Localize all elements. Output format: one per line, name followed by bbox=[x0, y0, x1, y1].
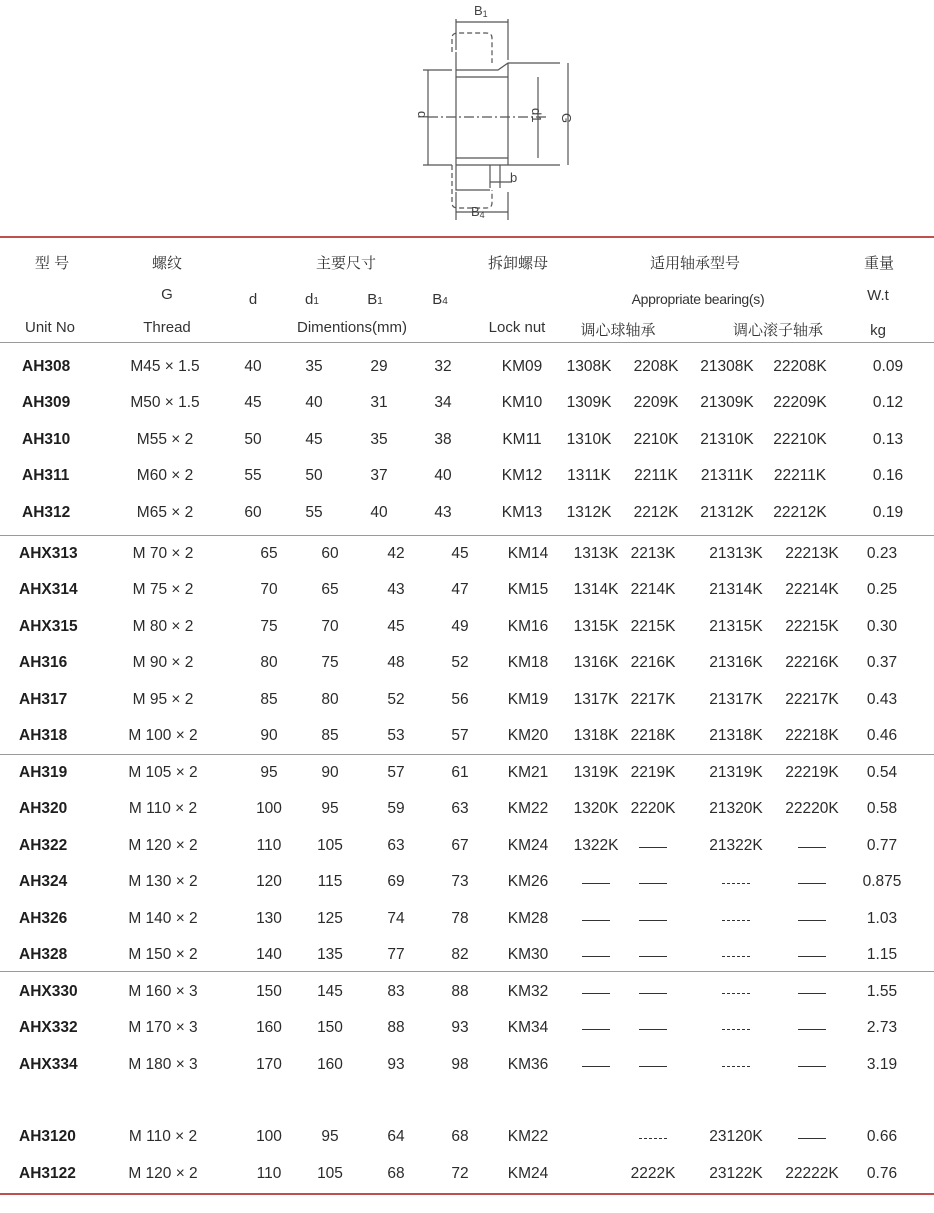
cell-b4: 63 bbox=[451, 800, 469, 817]
cell-nut: KM16 bbox=[507, 618, 549, 635]
cell-b-b: 2213K bbox=[630, 545, 676, 562]
cell-b4: 78 bbox=[451, 910, 469, 927]
cell-b-d: 22217K bbox=[785, 691, 839, 708]
empty-dash bbox=[582, 1066, 610, 1067]
unit-no: AH328 bbox=[19, 946, 68, 963]
cell-b1: 37 bbox=[370, 467, 388, 484]
label-b1: B1 bbox=[474, 3, 488, 19]
empty-dash bbox=[798, 920, 826, 921]
hdr-wt: W.t bbox=[867, 287, 889, 304]
cell-b-c: 21313K bbox=[709, 545, 763, 562]
cell-d1: 35 bbox=[305, 358, 323, 375]
cell-b4: 43 bbox=[434, 504, 452, 521]
cell-d: 45 bbox=[244, 394, 262, 411]
cell-nut: KM13 bbox=[501, 504, 543, 521]
cell-d1: 60 bbox=[321, 545, 339, 562]
cell-b1: 42 bbox=[387, 545, 405, 562]
cell-b-a: 1312K bbox=[566, 504, 612, 521]
cell-d: 50 bbox=[244, 431, 262, 448]
cell-b-a: 1322K bbox=[573, 837, 619, 854]
empty-dash bbox=[582, 920, 610, 921]
hdr-weight-cn: 重量 bbox=[863, 255, 895, 272]
cell-b4: 49 bbox=[451, 618, 469, 635]
cell-b-c: 21315K bbox=[709, 618, 763, 635]
cell-wt: 0.30 bbox=[866, 618, 898, 635]
cell-b-b: 2217K bbox=[630, 691, 676, 708]
unit-no: AHX313 bbox=[19, 545, 78, 562]
cell-thread: M65 × 2 bbox=[136, 504, 194, 521]
cell-b1: 43 bbox=[387, 581, 405, 598]
cell-b1: 35 bbox=[370, 431, 388, 448]
empty-dash bbox=[639, 920, 667, 921]
empty-dash bbox=[798, 1066, 826, 1067]
header-bottom-rule bbox=[0, 342, 934, 343]
cell-b-d: 22218K bbox=[785, 727, 839, 744]
cell-thread: M 130 × 2 bbox=[128, 873, 198, 890]
cell-d: 120 bbox=[256, 873, 282, 890]
cell-wt: 0.09 bbox=[872, 358, 904, 375]
cell-b1: 64 bbox=[387, 1128, 405, 1145]
cell-b-b: 2214K bbox=[630, 581, 676, 598]
cell-d1: 125 bbox=[317, 910, 343, 927]
cell-b-c: 23120K bbox=[709, 1128, 763, 1145]
cell-b-c: 21320K bbox=[709, 800, 763, 817]
cell-b1: 52 bbox=[387, 691, 405, 708]
cell-wt: 3.19 bbox=[866, 1056, 898, 1073]
cell-d1: 145 bbox=[317, 983, 343, 1000]
hdr-g: G bbox=[161, 286, 173, 303]
empty-dash bbox=[639, 1066, 667, 1067]
cell-b4: 47 bbox=[451, 581, 469, 598]
cell-b4: 93 bbox=[451, 1019, 469, 1036]
cell-b-b: 2212K bbox=[633, 504, 679, 521]
hdr-dimentions: Dimentions(mm) bbox=[296, 319, 408, 336]
unit-no: AHX314 bbox=[19, 581, 78, 598]
cell-nut: KM14 bbox=[507, 545, 549, 562]
cell-d1: 45 bbox=[305, 431, 323, 448]
empty-dash bbox=[582, 1029, 610, 1030]
cell-b-d: 22214K bbox=[785, 581, 839, 598]
cell-b4: 73 bbox=[451, 873, 469, 890]
cell-b-c: 23122K bbox=[709, 1165, 763, 1182]
empty-dash bbox=[722, 993, 750, 994]
cell-b-b: 2208K bbox=[633, 358, 679, 375]
empty-dash bbox=[798, 883, 826, 884]
empty-dash bbox=[798, 956, 826, 957]
cell-b-c: 21316K bbox=[709, 654, 763, 671]
cell-b-b: 2216K bbox=[630, 654, 676, 671]
cell-thread: M 80 × 2 bbox=[132, 618, 194, 635]
cell-d1: 65 bbox=[321, 581, 339, 598]
cell-thread: M 170 × 3 bbox=[128, 1019, 198, 1036]
cell-d: 150 bbox=[256, 983, 282, 1000]
cell-b1: 31 bbox=[370, 394, 388, 411]
cell-b1: 29 bbox=[370, 358, 388, 375]
cell-d1: 150 bbox=[317, 1019, 343, 1036]
empty-dash bbox=[582, 956, 610, 957]
cell-d: 95 bbox=[260, 764, 278, 781]
cell-d1: 40 bbox=[305, 394, 323, 411]
cell-wt: 0.54 bbox=[866, 764, 898, 781]
cell-b-c: 21308K bbox=[700, 358, 754, 375]
cell-wt: 0.77 bbox=[866, 837, 898, 854]
cell-b-d: 22215K bbox=[785, 618, 839, 635]
cell-wt: 0.37 bbox=[866, 654, 898, 671]
cell-thread: M 110 × 2 bbox=[128, 800, 198, 817]
cell-thread: M 120 × 2 bbox=[128, 837, 198, 854]
hdr-main-dims: 主要尺寸 bbox=[315, 255, 377, 272]
cell-b1: 63 bbox=[387, 837, 405, 854]
cell-d1: 50 bbox=[305, 467, 323, 484]
cell-nut: KM20 bbox=[507, 727, 549, 744]
empty-dash bbox=[639, 993, 667, 994]
cell-b4: 98 bbox=[451, 1056, 469, 1073]
cell-b-d: 22208K bbox=[773, 358, 827, 375]
cell-d: 70 bbox=[260, 581, 278, 598]
cell-b4: 68 bbox=[451, 1128, 469, 1145]
cell-thread: M45 × 1.5 bbox=[130, 358, 200, 375]
hdr-bearing-cn: 适用轴承型号 bbox=[649, 255, 741, 272]
cell-b4: 45 bbox=[451, 545, 469, 562]
cell-d1: 135 bbox=[317, 946, 343, 963]
cell-b-b: 2211K bbox=[634, 467, 678, 484]
cell-d1: 95 bbox=[321, 1128, 339, 1145]
cell-d: 100 bbox=[256, 800, 282, 817]
cell-d: 85 bbox=[260, 691, 278, 708]
cell-b-d: 22220K bbox=[785, 800, 839, 817]
cell-nut: KM26 bbox=[507, 873, 549, 890]
cell-d: 55 bbox=[244, 467, 262, 484]
cell-b1: 59 bbox=[387, 800, 405, 817]
cell-b-a: 1317K bbox=[573, 691, 619, 708]
cell-b-b: 2218K bbox=[630, 727, 676, 744]
cell-thread: M60 × 2 bbox=[136, 467, 194, 484]
cell-wt: 0.58 bbox=[866, 800, 898, 817]
cell-wt: 0.76 bbox=[866, 1165, 898, 1182]
empty-dash bbox=[639, 847, 667, 848]
cell-b-d: 22209K bbox=[773, 394, 827, 411]
unit-no: AH3122 bbox=[19, 1165, 76, 1182]
cell-b-b: 2210K bbox=[633, 431, 679, 448]
group-rule bbox=[0, 754, 934, 755]
cell-b-d: 22222K bbox=[785, 1165, 839, 1182]
cell-b-d: 22219K bbox=[785, 764, 839, 781]
cell-d: 130 bbox=[256, 910, 282, 927]
label-b: b bbox=[510, 170, 518, 185]
unit-no: AH324 bbox=[19, 873, 68, 890]
cell-b4: 40 bbox=[434, 467, 452, 484]
cell-thread: M 120 × 2 bbox=[128, 1165, 198, 1182]
label-b4: B4 bbox=[471, 204, 485, 220]
empty-dash bbox=[722, 920, 750, 921]
cell-b1: 83 bbox=[387, 983, 405, 1000]
empty-dash bbox=[798, 993, 826, 994]
cell-wt: 0.46 bbox=[866, 727, 898, 744]
cell-b-c: 21314K bbox=[709, 581, 763, 598]
cell-d1: 90 bbox=[321, 764, 339, 781]
cell-b-a: 1320K bbox=[573, 800, 619, 817]
cell-nut: KM10 bbox=[501, 394, 543, 411]
cell-thread: M 140 × 2 bbox=[128, 910, 198, 927]
cell-b-d: 22213K bbox=[785, 545, 839, 562]
label-g: G bbox=[559, 113, 574, 124]
cell-thread: M 180 × 3 bbox=[128, 1056, 198, 1073]
cell-b4: 34 bbox=[434, 394, 452, 411]
empty-dash bbox=[639, 883, 667, 884]
cell-b-b: 2215K bbox=[630, 618, 676, 635]
cell-thread: M 70 × 2 bbox=[132, 545, 194, 562]
cell-wt: 2.73 bbox=[866, 1019, 898, 1036]
unit-no: AH317 bbox=[19, 691, 68, 708]
cell-b-b: 2220K bbox=[630, 800, 676, 817]
cell-nut: KM19 bbox=[507, 691, 549, 708]
cell-d: 80 bbox=[260, 654, 278, 671]
hdr-thread-cn: 螺纹 bbox=[151, 255, 183, 272]
cell-b-a: 1314K bbox=[573, 581, 619, 598]
cell-thread: M55 × 2 bbox=[136, 431, 194, 448]
label-d1: d1 bbox=[529, 108, 544, 123]
empty-dash bbox=[582, 993, 610, 994]
cell-b-b: 2222K bbox=[630, 1165, 676, 1182]
unit-no: AH316 bbox=[19, 654, 68, 671]
cell-b-a: 1308K bbox=[566, 358, 612, 375]
group-rule bbox=[0, 1193, 934, 1195]
cell-wt: 0.19 bbox=[872, 504, 904, 521]
hdr-d1: d1 bbox=[305, 291, 319, 308]
cell-b-d: 22216K bbox=[785, 654, 839, 671]
cell-wt: 1.15 bbox=[866, 946, 898, 963]
cell-d: 140 bbox=[256, 946, 282, 963]
cell-thread: M 150 × 2 bbox=[128, 946, 198, 963]
cell-nut: KM28 bbox=[507, 910, 549, 927]
hdr-thread-en: Thread bbox=[143, 319, 191, 336]
cell-d: 75 bbox=[260, 618, 278, 635]
unit-no: AH320 bbox=[19, 800, 68, 817]
unit-no: AH309 bbox=[22, 394, 71, 411]
cell-b-a: 1319K bbox=[573, 764, 619, 781]
cell-b-a: 1313K bbox=[573, 545, 619, 562]
cell-nut: KM34 bbox=[507, 1019, 549, 1036]
cell-b1: 45 bbox=[387, 618, 405, 635]
cell-d1: 55 bbox=[305, 504, 323, 521]
cell-b4: 61 bbox=[451, 764, 469, 781]
empty-dash bbox=[722, 1029, 750, 1030]
unit-no: AH312 bbox=[22, 504, 71, 521]
group-rule bbox=[0, 535, 934, 536]
cell-thread: M 95 × 2 bbox=[132, 691, 194, 708]
empty-dash bbox=[722, 1066, 750, 1067]
empty-dash bbox=[582, 883, 610, 884]
cell-d1: 115 bbox=[317, 873, 343, 890]
cell-thread: M 160 × 3 bbox=[128, 983, 198, 1000]
cell-nut: KM09 bbox=[501, 358, 543, 375]
hdr-lock-nut: Lock nut bbox=[488, 319, 546, 336]
empty-dash bbox=[798, 1029, 826, 1030]
cell-b1: 74 bbox=[387, 910, 405, 927]
hdr-ball-bearing: 调心球轴承 bbox=[580, 322, 656, 339]
cell-b4: 82 bbox=[451, 946, 469, 963]
cell-wt: 0.66 bbox=[866, 1128, 898, 1145]
unit-no: AH319 bbox=[19, 764, 68, 781]
cell-wt: 0.12 bbox=[872, 394, 904, 411]
hdr-appropriate: Appropriate bearing(s) bbox=[631, 291, 765, 307]
cell-d1: 105 bbox=[317, 837, 343, 854]
empty-dash bbox=[639, 1138, 667, 1139]
cell-b1: 88 bbox=[387, 1019, 405, 1036]
cell-nut: KM30 bbox=[507, 946, 549, 963]
cell-nut: KM15 bbox=[507, 581, 549, 598]
cell-wt: 1.03 bbox=[866, 910, 898, 927]
cell-d1: 70 bbox=[321, 618, 339, 635]
cell-d: 60 bbox=[244, 504, 262, 521]
cell-nut: KM18 bbox=[507, 654, 549, 671]
cell-b1: 69 bbox=[387, 873, 405, 890]
cell-b4: 88 bbox=[451, 983, 469, 1000]
cell-nut: KM36 bbox=[507, 1056, 549, 1073]
cell-b4: 67 bbox=[451, 837, 469, 854]
cell-nut: KM12 bbox=[501, 467, 543, 484]
cell-b-c: 21312K bbox=[700, 504, 754, 521]
cell-b1: 93 bbox=[387, 1056, 405, 1073]
hdr-unit-no: Unit No bbox=[24, 319, 76, 336]
cell-b-d: 22212K bbox=[773, 504, 827, 521]
cell-b-c: 21311K bbox=[700, 467, 754, 484]
cell-wt: 0.875 bbox=[862, 873, 902, 890]
cell-nut: KM11 bbox=[502, 431, 542, 448]
unit-no: AH322 bbox=[19, 837, 68, 854]
cell-b-c: 21309K bbox=[700, 394, 754, 411]
cell-d: 160 bbox=[256, 1019, 282, 1036]
hdr-model: 型 号 bbox=[34, 255, 70, 272]
cell-b-a: 1318K bbox=[573, 727, 619, 744]
cell-b-c: 21318K bbox=[709, 727, 763, 744]
unit-no: AH308 bbox=[22, 358, 71, 375]
cell-d: 100 bbox=[256, 1128, 282, 1145]
unit-no: AH311 bbox=[22, 467, 70, 484]
cell-d: 90 bbox=[260, 727, 278, 744]
group-rule bbox=[0, 971, 934, 972]
cell-wt: 0.25 bbox=[866, 581, 898, 598]
cell-d: 65 bbox=[260, 545, 278, 562]
cell-wt: 0.16 bbox=[872, 467, 904, 484]
hdr-b4: B4 bbox=[432, 291, 448, 308]
cell-b-b: 2219K bbox=[630, 764, 676, 781]
cell-b-b: 2209K bbox=[633, 394, 679, 411]
unit-no: AH310 bbox=[22, 431, 71, 448]
empty-dash bbox=[639, 956, 667, 957]
cell-b-a: 1310K bbox=[566, 431, 612, 448]
cell-wt: 1.55 bbox=[866, 983, 898, 1000]
cell-d1: 80 bbox=[321, 691, 339, 708]
unit-no: AHX330 bbox=[19, 983, 78, 1000]
unit-no: AHX315 bbox=[19, 618, 78, 635]
cell-thread: M50 × 1.5 bbox=[130, 394, 200, 411]
cell-wt: 0.13 bbox=[872, 431, 904, 448]
cell-thread: M 105 × 2 bbox=[128, 764, 198, 781]
cell-b-c: 21319K bbox=[709, 764, 763, 781]
empty-dash bbox=[639, 1029, 667, 1030]
cell-b-d: 22211K bbox=[773, 467, 827, 484]
cell-b-a: 1311K bbox=[567, 467, 611, 484]
cell-thread: M 100 × 2 bbox=[128, 727, 198, 744]
cell-thread: M 75 × 2 bbox=[132, 581, 194, 598]
cell-b4: 38 bbox=[434, 431, 452, 448]
cell-b1: 53 bbox=[387, 727, 405, 744]
cell-b-c: 21322K bbox=[709, 837, 763, 854]
cell-nut: KM21 bbox=[507, 764, 549, 781]
cell-nut: KM32 bbox=[507, 983, 549, 1000]
hdr-b1: B1 bbox=[367, 291, 383, 308]
cell-nut: KM24 bbox=[507, 1165, 549, 1182]
header-top-rule bbox=[0, 236, 934, 238]
cell-b4: 72 bbox=[451, 1165, 469, 1182]
hdr-roller-bearing: 调心滚子轴承 bbox=[732, 322, 824, 339]
empty-dash bbox=[722, 956, 750, 957]
empty-dash bbox=[798, 847, 826, 848]
cell-b1: 40 bbox=[370, 504, 388, 521]
cell-wt: 0.43 bbox=[866, 691, 898, 708]
unit-no: AH3120 bbox=[19, 1128, 76, 1145]
cell-b4: 52 bbox=[451, 654, 469, 671]
cell-d: 40 bbox=[244, 358, 262, 375]
cell-d: 170 bbox=[256, 1056, 282, 1073]
cell-d1: 95 bbox=[321, 800, 339, 817]
label-d: d bbox=[415, 111, 430, 119]
cell-d1: 160 bbox=[317, 1056, 343, 1073]
cell-b1: 77 bbox=[387, 946, 405, 963]
hdr-nut-cn: 拆卸螺母 bbox=[487, 255, 549, 272]
cell-thread: M 90 × 2 bbox=[132, 654, 194, 671]
cell-d: 110 bbox=[256, 837, 282, 854]
cell-d1: 85 bbox=[321, 727, 339, 744]
cell-nut: KM24 bbox=[507, 837, 549, 854]
unit-no: AHX332 bbox=[19, 1019, 78, 1036]
cell-b4: 32 bbox=[434, 358, 452, 375]
cell-b-d: 22210K bbox=[773, 431, 827, 448]
cell-b1: 48 bbox=[387, 654, 405, 671]
cell-b4: 56 bbox=[451, 691, 469, 708]
unit-no: AH326 bbox=[19, 910, 68, 927]
cell-b1: 57 bbox=[387, 764, 405, 781]
sleeve-drawing bbox=[0, 0, 934, 230]
empty-dash bbox=[798, 1138, 826, 1139]
cell-thread: M 110 × 2 bbox=[128, 1128, 198, 1145]
cell-wt: 0.23 bbox=[866, 545, 898, 562]
cell-d1: 75 bbox=[321, 654, 339, 671]
cell-b-c: 21317K bbox=[709, 691, 763, 708]
cell-d1: 105 bbox=[317, 1165, 343, 1182]
cell-nut: KM22 bbox=[507, 800, 549, 817]
cell-b-a: 1309K bbox=[566, 394, 612, 411]
cell-b-a: 1316K bbox=[573, 654, 619, 671]
hdr-d: d bbox=[248, 291, 258, 308]
unit-no: AH318 bbox=[19, 727, 68, 744]
cell-nut: KM22 bbox=[507, 1128, 549, 1145]
hdr-kg: kg bbox=[870, 322, 886, 339]
cell-b1: 68 bbox=[387, 1165, 405, 1182]
cell-b-a: 1315K bbox=[573, 618, 619, 635]
cell-d: 110 bbox=[256, 1165, 282, 1182]
cell-b4: 57 bbox=[451, 727, 469, 744]
empty-dash bbox=[722, 883, 750, 884]
unit-no: AHX334 bbox=[19, 1056, 78, 1073]
cell-b-c: 21310K bbox=[700, 431, 754, 448]
